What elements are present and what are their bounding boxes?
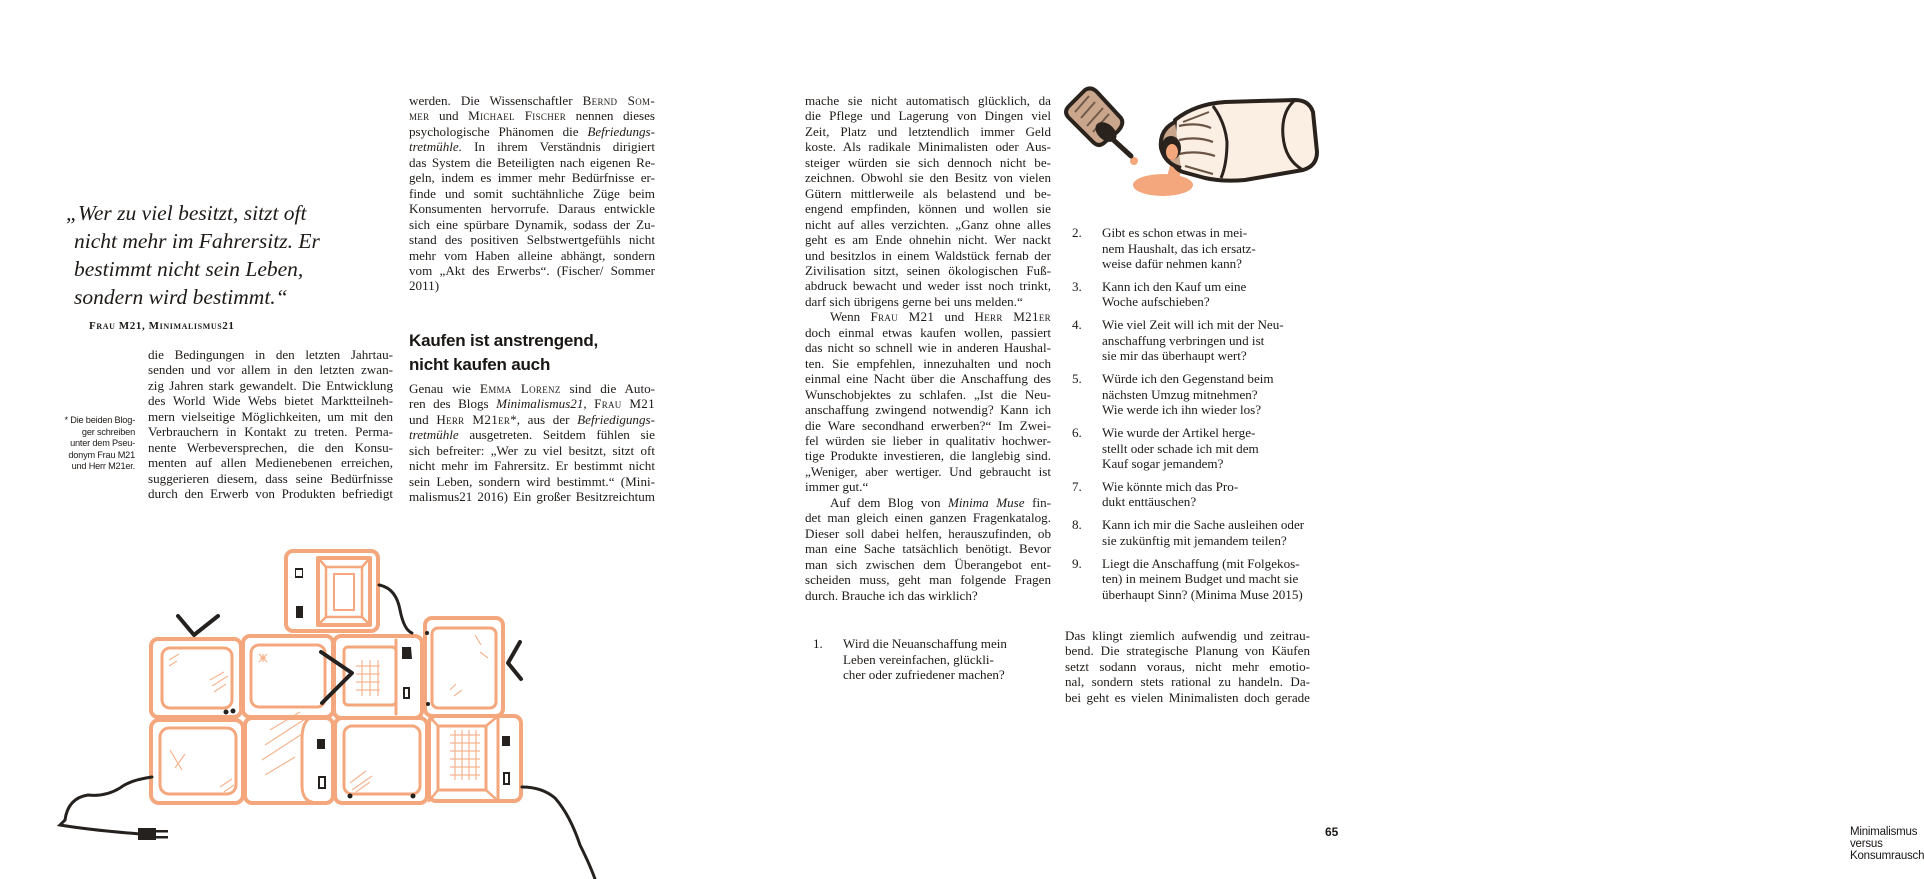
text-line: „Weniger, aber wertiger. Und gebraucht ist xyxy=(805,463,1051,479)
text-run: werden. Die Wissenschaftler xyxy=(409,93,583,108)
text-line: sich befreiter: „Wer zu viel besitzt, sitzt oft xyxy=(409,442,655,458)
text-line: vom „Akt des Erwerbs“. (Fischer/ Sommer xyxy=(409,262,655,278)
question-line: Woche aufschieben? xyxy=(1102,294,1210,310)
text-line: Verbrauchern in Kontakt zu treten. Perma- xyxy=(148,424,393,440)
question-line: Wird die Neuanschaffung mein xyxy=(843,636,1007,651)
question-line: Leben vereinfachen, glückli- xyxy=(843,651,994,667)
text-line: engend empfinden, können und wollen sie xyxy=(805,201,1051,217)
text-line: die Ware secondhand erwerben?“ Im Zwei- xyxy=(805,417,1051,433)
text-line xyxy=(409,381,655,396)
question-number: 1. xyxy=(813,636,823,651)
question-line: ten) in meinem Budget und macht sie xyxy=(1102,571,1299,587)
question-line: Wie wurde der Artikel herge- xyxy=(1102,425,1256,441)
term: tretmühle xyxy=(409,427,459,443)
text-line: das nicht so schnell wie in anderen Haushal- xyxy=(805,340,1051,356)
person-name: mer xyxy=(409,108,430,124)
text-run: ausgetreten. Seitdem fühlen sie xyxy=(458,427,655,443)
person-name: Herr M21er xyxy=(436,411,511,427)
question-number: 5. xyxy=(1072,371,1082,387)
text-line: senden und vor allem in den letzten zwan- xyxy=(148,362,393,378)
section-heading xyxy=(409,329,669,377)
text-run: psychologische Phänomen die xyxy=(409,123,588,139)
power-plug-icon xyxy=(138,828,168,840)
blog-name: Minimalismus21, xyxy=(496,396,587,412)
term: tretmühle. xyxy=(409,139,462,155)
text-run: und xyxy=(409,411,437,427)
stacked-televisions-illustration xyxy=(50,540,610,879)
heading-line: Kaufen ist anstrengend, xyxy=(409,331,599,350)
question-item xyxy=(1072,279,1322,310)
text-line: geht es am Ende ohnehin nicht. Wer nackt xyxy=(805,232,1051,248)
text-line xyxy=(409,124,655,139)
text-line xyxy=(409,108,655,123)
question-item xyxy=(1072,317,1322,364)
question-number: 9. xyxy=(1072,555,1082,571)
text-line: nal, sondern stets rational zu handeln. Da- xyxy=(1065,674,1310,690)
text-line: man sich zwischen dem Überangebot ent- xyxy=(805,556,1051,572)
question-line: stellt oder schade ich mit dem xyxy=(1102,440,1259,456)
question-line: Kann ich mir die Sache ausleihen oder xyxy=(1102,517,1305,533)
question-line: nächsten Umzug mitnehmen? xyxy=(1102,386,1258,402)
text-line xyxy=(805,495,1051,510)
question-line: Wie werde ich ihn wieder los? xyxy=(1102,402,1262,418)
text-line: Wunschobjektes zu schlafen. „Ist die Neu- xyxy=(805,386,1051,402)
text-line: nicht mehr im Fahrersitz. Er bestimmt nicht xyxy=(409,458,655,474)
television xyxy=(243,636,333,717)
right-column-1-text xyxy=(805,93,1051,603)
text-line: nente Werbeversprechen, die den Konsu- xyxy=(148,439,393,455)
text-line xyxy=(805,309,1051,324)
left-page xyxy=(0,0,729,879)
polish-bottle xyxy=(1161,100,1317,181)
question-line: Wie viel Zeit will ich mit der Neu- xyxy=(1102,317,1284,333)
text-line: det man gleich einen ganzen Fragenkatalog. xyxy=(805,510,1051,526)
page-number: 65 xyxy=(1325,825,1339,839)
right-page xyxy=(730,0,1924,879)
television xyxy=(335,718,427,803)
text-line: nicht auf alles verzichten. „Ganz ohne alles xyxy=(805,216,1051,232)
text-line xyxy=(409,93,655,108)
question-list-part-2 xyxy=(1072,225,1322,610)
person-name: Bernd Som- xyxy=(582,93,655,108)
question-item xyxy=(1072,371,1322,418)
pull-quote-line: bestimmt nicht sein Leben, xyxy=(74,257,304,281)
text-line xyxy=(409,396,655,411)
text-line: zeichnen. Obwohl sie den Besitz von vielen xyxy=(805,170,1051,186)
text-line: mehr vom Haben alleine abhängt, sondern xyxy=(409,247,655,263)
television xyxy=(151,639,241,717)
pull-quote xyxy=(66,199,374,311)
text-run: *, aus der xyxy=(510,411,578,427)
text-line: die Bedingungen in den letzten Jahrtau- xyxy=(148,347,393,362)
text-line: koste. Als radikale Minimalisten oder Aus- xyxy=(805,139,1051,155)
person-name: Herr M21er xyxy=(974,309,1051,325)
pull-quote-line: nicht mehr im Fahrersitz. Er xyxy=(74,229,320,253)
running-footer-title: Minimalismus versus Konsumrausch xyxy=(1850,826,1924,862)
text-line: Gütern mittlerweile als belastend und be- xyxy=(805,185,1051,201)
text-run: nennen dieses xyxy=(566,108,656,124)
question-line: Kann ich den Kauf um eine xyxy=(1102,278,1247,294)
text-line xyxy=(409,412,655,427)
text-line: und besitzlos in einem Waldstück fernab der xyxy=(805,247,1051,263)
left-column-2-bottom-text xyxy=(409,381,655,505)
text-line: tige Produkte investieren, die langlebig sind. xyxy=(805,448,1051,464)
text-run: Wenn xyxy=(830,309,871,325)
text-line: steiger würden sie sich dennoch nicht be- xyxy=(805,154,1051,170)
question-line: überhaupt Sinn? (Minima Muse 2015) xyxy=(1102,586,1303,602)
text-run: fin- xyxy=(1024,494,1051,510)
footnote-line: donym Frau M21 xyxy=(68,449,135,460)
person-name: Frau M21 xyxy=(870,309,935,325)
text-run: und xyxy=(934,309,975,325)
blog-name: Minima Muse xyxy=(948,494,1025,510)
text-line: mache sie nicht automatisch glücklich, da xyxy=(805,93,1051,108)
pull-quote-line: „Wer zu viel besitzt, sitzt oft xyxy=(66,201,307,225)
question-number: 8. xyxy=(1072,517,1082,533)
text-run: sind die Auto- xyxy=(560,381,655,396)
question-line: sie mir das überhaupt wert? xyxy=(1102,348,1247,364)
question-line: cher oder zufriedener machen? xyxy=(843,667,1005,682)
television xyxy=(425,618,503,716)
text-line: einmal eine Nacht über die Anschaffung des xyxy=(805,371,1051,387)
text-line: die Pflege und Lagerung von Dingen viel xyxy=(805,108,1051,124)
text-line: bend. Die strategische Planung von Käufen xyxy=(1065,643,1310,659)
question-line: Wie könnte mich das Pro- xyxy=(1102,478,1239,494)
text-line: setzt sodann voraus, nicht mehr emotio- xyxy=(1065,658,1310,674)
question-item xyxy=(1072,556,1322,603)
question-item xyxy=(1072,425,1322,472)
text-line: 2011) xyxy=(409,278,440,294)
text-line: durch den Erwerb von Produkten befriedigt xyxy=(148,486,393,502)
text-line: bei geht es vielen Minimalisten doch gerade xyxy=(1065,689,1310,705)
text-line: Dieser soll dabei helfen, herauszufinden, ob xyxy=(805,525,1051,541)
text-line: stand des positiven Selbstwertgefühls nicht xyxy=(409,232,655,248)
text-line: des World Wide Webs bietet Marktteilneh- xyxy=(148,393,393,409)
footnote-line: ger schreiben xyxy=(81,426,135,437)
text-line: geln, indem es immer mehr Bedürfnisse er- xyxy=(409,170,655,186)
question-number: 6. xyxy=(1072,425,1082,441)
question-line: Liegt die Anschaffung (mit Folgekos- xyxy=(1102,555,1300,571)
television xyxy=(286,551,378,631)
footnote-line: * Die beiden Blog- xyxy=(64,415,135,425)
text-line xyxy=(409,427,655,442)
text-line: Zeit, Platz und letztendlich immer Geld xyxy=(805,123,1051,139)
text-line: immer gut.“ xyxy=(805,479,869,495)
person-name: Frau M21 xyxy=(594,396,655,412)
tv-knobs xyxy=(224,568,511,799)
question-line: Gibt es schon etwas in mei- xyxy=(1102,225,1248,240)
text-run: In ihrem Verständnis dirigiert xyxy=(461,139,655,155)
spilled-nail-polish-illustration xyxy=(1055,82,1325,202)
text-line xyxy=(409,139,655,154)
question-line: dukt enttäuschen? xyxy=(1102,494,1197,510)
text-run: und xyxy=(429,108,469,124)
polish-cap xyxy=(1066,88,1131,156)
text-line: mern vielseitige Möglichkeiten, um mit den xyxy=(148,408,393,424)
right-column-2-bottom-text xyxy=(1065,628,1310,705)
question-number: 4. xyxy=(1072,317,1082,333)
text-line: malismus21 2016) Ein großer Besitzreichtum xyxy=(409,489,655,505)
text-line: zig Jahren stark gewandelt. Die Entwicklung xyxy=(148,377,393,393)
term: Befriedigungs- xyxy=(577,411,655,427)
text-line: ten. Sie empfehlen, innezuhalten und noch xyxy=(805,355,1051,371)
text-line: sein Leben, sondern wird bestimmt.“ (Mini- xyxy=(409,473,655,489)
question-item xyxy=(813,636,1053,683)
question-line: Kauf sogar jemandem? xyxy=(1102,456,1224,472)
text-line: darf sich übrigens gerne bei uns melden.“ xyxy=(805,293,1023,309)
question-line: sie zukünftig mit jemandem teilen? xyxy=(1102,532,1287,548)
person-name: Michael Fischer xyxy=(468,108,567,124)
pull-quote-line: sondern wird bestimmt.“ xyxy=(74,285,288,309)
footnote xyxy=(56,415,135,473)
footnote-line: unter dem Pseu- xyxy=(70,438,135,449)
question-number: 7. xyxy=(1072,478,1082,494)
text-line: Zivilisation sitzt, seinen ökologischen Fuß- xyxy=(805,262,1051,278)
term: Befriedungs- xyxy=(587,123,655,139)
left-column-2-top-text xyxy=(409,93,655,294)
text-line: abdruck bewacht und weder isst noch trinkt, xyxy=(805,278,1051,294)
question-number: 2. xyxy=(1072,225,1082,240)
footnote-line: und Herr M21er. xyxy=(71,461,135,472)
text-line: suggerieren diesem, dass seine Bedürfnisse xyxy=(148,470,393,486)
text-line: finde und somit suchtähnliche Züge beim xyxy=(409,185,655,201)
question-line: nem Haushalt, das ich ersatz- xyxy=(1102,240,1256,256)
question-item xyxy=(1072,517,1322,548)
text-line: menten auf allen Medienebenen erreichen, xyxy=(148,455,393,471)
running-footer xyxy=(1850,826,1924,862)
question-line: Würde ich den Gegenstand beim xyxy=(1102,371,1274,387)
question-number: 3. xyxy=(1072,278,1082,294)
person-name: Emma Lorenz xyxy=(479,381,561,396)
question-line: weise dafür nehmen kann? xyxy=(1102,256,1242,271)
text-line: man eine Sache tatsächlich benötigt. Bevor xyxy=(805,541,1051,557)
text-run: Auf dem Blog von xyxy=(830,494,948,510)
text-line: anschaffung zwingend notwendig? Kann ich xyxy=(805,402,1051,418)
text-run xyxy=(587,396,594,411)
text-line: sich eine spürbare Dynamik, sodass der Zu- xyxy=(409,216,655,232)
text-run: Genau wie xyxy=(409,381,480,396)
text-line: Konsumenten hervorrufe. Daraus entwickle xyxy=(409,201,655,217)
text-line: das System die Beteiligten nach eigenen Re- xyxy=(409,154,655,170)
pull-quote-attribution: Frau M21, Minimalismus21 xyxy=(89,320,235,332)
television xyxy=(151,720,243,803)
text-line: durch. Brauche ich das wirklich? xyxy=(805,587,978,603)
text-line: doch einmal etwas kaufen wollen, passiert xyxy=(805,324,1051,340)
text-line: fel würden sie lieber in qualitativ hochwer- xyxy=(805,432,1051,448)
question-item xyxy=(1072,479,1322,510)
text-line: Das klingt ziemlich aufwendig und zeitrau- xyxy=(1065,628,1310,643)
left-column-1-text xyxy=(148,347,393,502)
heading-line: nicht kaufen auch xyxy=(409,355,551,374)
question-item xyxy=(1072,225,1322,272)
text-run: ren des Blogs xyxy=(409,396,497,412)
text-line: scheiden muss, geht man folgende Fragen xyxy=(805,572,1051,588)
question-list-part-1 xyxy=(813,636,1053,690)
question-line: anschaffung verbringen und ist xyxy=(1102,332,1265,348)
